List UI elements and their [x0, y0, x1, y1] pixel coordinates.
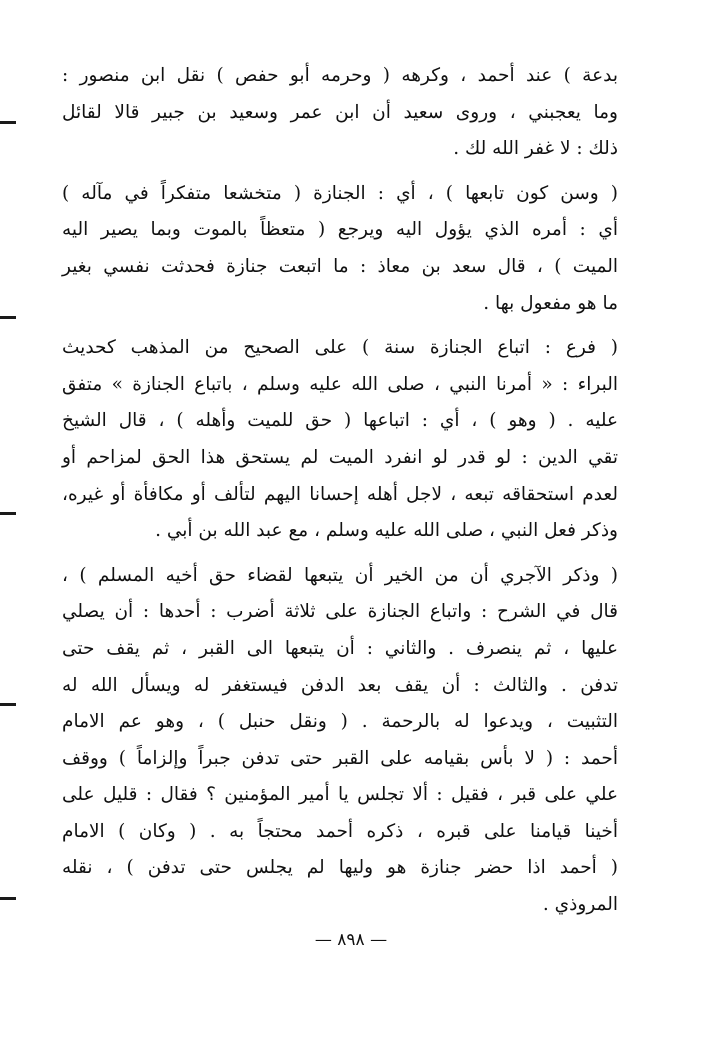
text-line: تقي الدين : لو قدر لو انفرد الميت لم يستحق هذا الحق لمزاحم أو: [62, 446, 618, 468]
text-line: وذكر فعل النبي ، صلى الله عليه وسلم ، مع عبد الله بن أبي .: [155, 520, 618, 542]
text-line: أخينا قيامنا على قبره ، ذكره أحمد محتجاً به . ( وكان ) الامام: [62, 820, 618, 842]
text-line: ما هو مفعول بها .: [483, 292, 618, 314]
margin-mark: [0, 897, 16, 900]
text-line: وما يعجبني ، وروى سعيد أن ابن عمر وسعيد بن جبير قالا لقائل: [62, 101, 618, 123]
text-line: ( فرع : اتباع الجنازة سنة ) على الصحيح من المذهب كحديث: [62, 337, 618, 359]
paragraph-4: [62, 558, 618, 924]
text-line: عليها ، ثم ينصرف . والثاني : أن يتبعها الى القبر ، ثم يقف حتى: [62, 637, 618, 659]
margin-mark: [0, 512, 16, 515]
text-line: البراء : « أمرنا النبي ، صلى الله عليه وسلم ، باتباع الجنازة » متفق: [62, 373, 618, 395]
text-line: الميت ) ، قال سعد بن معاذ : ما اتبعت جنازة فحدثت نفسي بغير: [62, 255, 618, 277]
text-line: أي : أمره الذي يؤول اليه ويرجع ( متعظاً بالموت وبما يصير اليه: [62, 219, 618, 241]
text-line: ( وسن كون تابعها ) ، أي : الجنازة ( متخشعا متفكراً في مآله ): [62, 182, 618, 204]
margin-mark: [0, 703, 16, 706]
text-line: المروذي .: [542, 894, 618, 916]
text-line: تدفن . والثالث : أن يقف بعد الدفن فيستغفر له ويسأل الله له: [62, 674, 618, 696]
text-line: ( وذكر الآجري أن من الخير أن يتبعها لقضاء حق أخيه المسلم ) ،: [62, 564, 618, 586]
text-line: أحمد : ( لا بأس بقيامه على القبر حتى تدفن جبراً وإلزاماً ) ووقف: [62, 747, 618, 769]
text-line: ( أحمد اذا حضر جنازة هو وليها لم يجلس حتى تدفن ) ، نقله: [62, 857, 618, 879]
text-line: عليه . ( وهو ) ، أي : اتباعها ( حق للميت وأهله ) ، قال الشيخ: [62, 410, 618, 432]
margin-mark: [0, 121, 16, 124]
text-line: التثبيت ، ويدعوا له بالرحمة . ( ونقل حنبل ) ، وهو عم الامام: [62, 711, 619, 733]
text-line: علي على قبر ، فقيل : ألا تجلس يا أمير المؤمنين ؟ فقال : قليل على: [62, 784, 618, 806]
text-line: ذلك : لا غفر الله لك .: [453, 138, 618, 160]
body-text: [62, 58, 618, 924]
paragraph-2: [62, 176, 618, 322]
text-line: قال في الشرح : واتباع الجنازة على ثلاثة أضرب : أحدها : أن يصلي: [62, 601, 618, 623]
margin-mark: [0, 316, 16, 319]
paragraph-3: [62, 330, 618, 550]
paragraph-1: [62, 58, 618, 168]
text-line: بدعة ) عند أحمد ، وكرهه ( وحرمه أبو حفص ) نقل ابن منصور :: [62, 65, 618, 86]
page-number: — ٨٩٨ —: [314, 930, 388, 950]
text-line: لعدم استحقاقه تبعه ، لاجل أهله إحسانا اليهم لتألف أو مكافأة أو غيره،: [62, 483, 618, 505]
